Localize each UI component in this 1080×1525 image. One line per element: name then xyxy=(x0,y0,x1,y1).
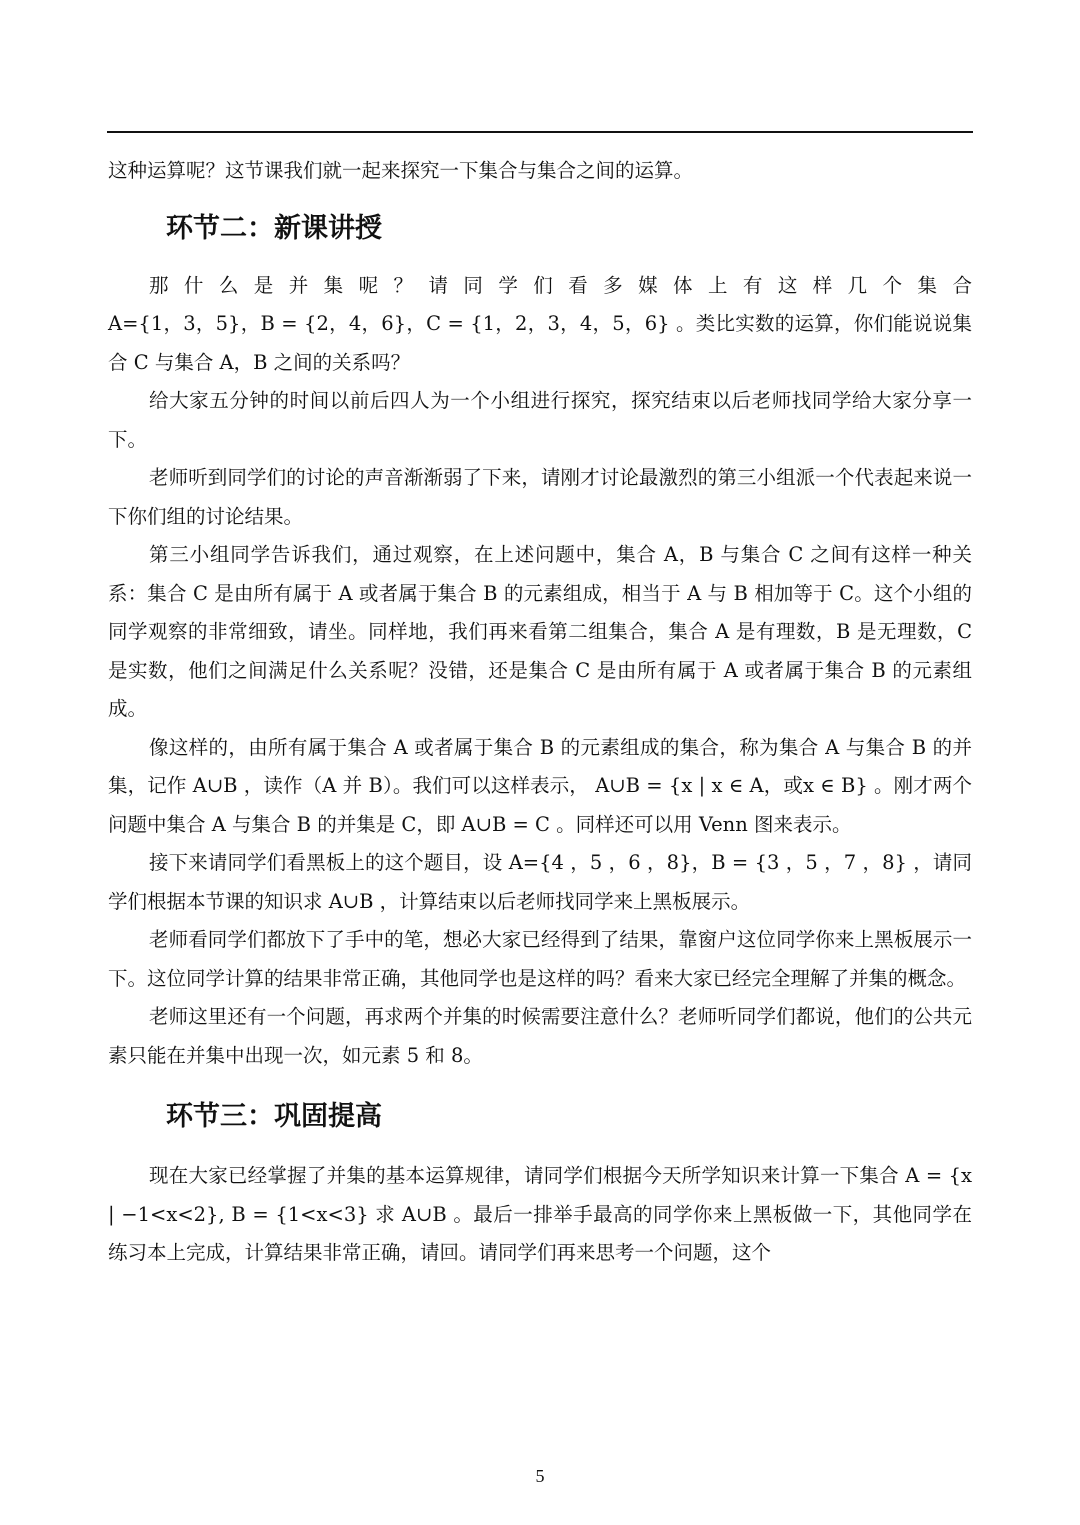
section-heading: 环节二：新课讲授 xyxy=(166,212,382,244)
paragraph: 那什么是并集呢？请同学们看多媒体上有这样几个集合 xyxy=(149,273,972,297)
document-body xyxy=(108,152,972,1273)
paragraph: 老师这里还有一个问题，再求两个并集的时候需要注意什么？老师听同学们都说，他们的公共元素只能在并集中出现一次，如元素 5 和 8。 xyxy=(108,1005,972,1067)
page-number: 5 xyxy=(535,1466,545,1486)
paragraph: 老师听到同学们的讨论的声音渐渐弱了下来，请刚才讨论最激烈的第三小组派一个代表起来说一下你们组的讨论结果。 xyxy=(108,466,972,528)
section-heading: 环节三：巩固提高 xyxy=(166,1101,382,1132)
paragraph: 现在大家已经掌握了并集的基本运算规律，请同学们根据今天所学知识来计算一下集合 A = {x | −1<x<2}, B = {1<x<3} 求 A∪B 。最后一排举手最高的同学你来上黑板做一下，其他同学在练习本上完成，计算结果非常正确，请回。请同学们再来思考一个问题，这个 xyxy=(108,1164,972,1264)
paragraph: 给大家五分钟的时间以前后四人为一个小组进行探究，探究结束以后老师找同学给大家分享一下。 xyxy=(108,389,972,451)
paragraph: 这种运算呢？这节课我们就一起来探究一下集合与集合之间的运算。 xyxy=(108,159,694,182)
paragraph: 接下来请同学们看黑板上的这个题目，设 A={4 ，5 ，6 ，8}，B = {3 ，5 ，7 ，8} ，请同学们根据本节课的知识求 A∪B ，计算结束以后老师找同学来上黑板展示。 xyxy=(108,851,972,913)
paragraph: 像这样的，由所有属于集合 A 或者属于集合 B 的元素组成的集合，称为集合 A 与集合 B 的并集，记作 A∪B ，读作（A 并 B）。我们可以这样表示， A∪B = {x | x ∈ A，或x ∈ B} 。刚才两个问题中集合 A 与集合 B 的并集是 C，即 A∪B = C 。同样还可以用 Venn 图来表示。 xyxy=(108,735,972,836)
paragraph: 第三小组同学告诉我们，通过观察，在上述问题中，集合 A，B 与集合 C 之间有这样一种关系：集合 C 是由所有属于 A 或者属于集合 B 的元素组成，相当于 A 与 B 相加等于 C。这个小组的同学观察的非常细致，请坐。同样地，我们再来看第二组集合，集合 A 是有理数，B 是无理数，C 是实数，他们之间满足什么关系呢？没错，还是集合 C 是由所有属于 A 或者属于集合 B 的元素组成。 xyxy=(108,543,972,720)
paragraph: A={1，3，5}，B = {2，4，6}，C = {1，2，3，4，5，6} 。类比实数的运算，你们能说说集合 C 与集合 A，B 之间的关系吗？ xyxy=(108,312,972,374)
paragraph: 老师看同学们都放下了手中的笔，想必大家已经得到了结果，靠窗户这位同学你来上黑板展示一下。这位同学计算的结果非常正确，其他同学也是这样的吗？看来大家已经完全理解了并集的概念。 xyxy=(108,928,972,990)
header-rule xyxy=(107,131,973,133)
